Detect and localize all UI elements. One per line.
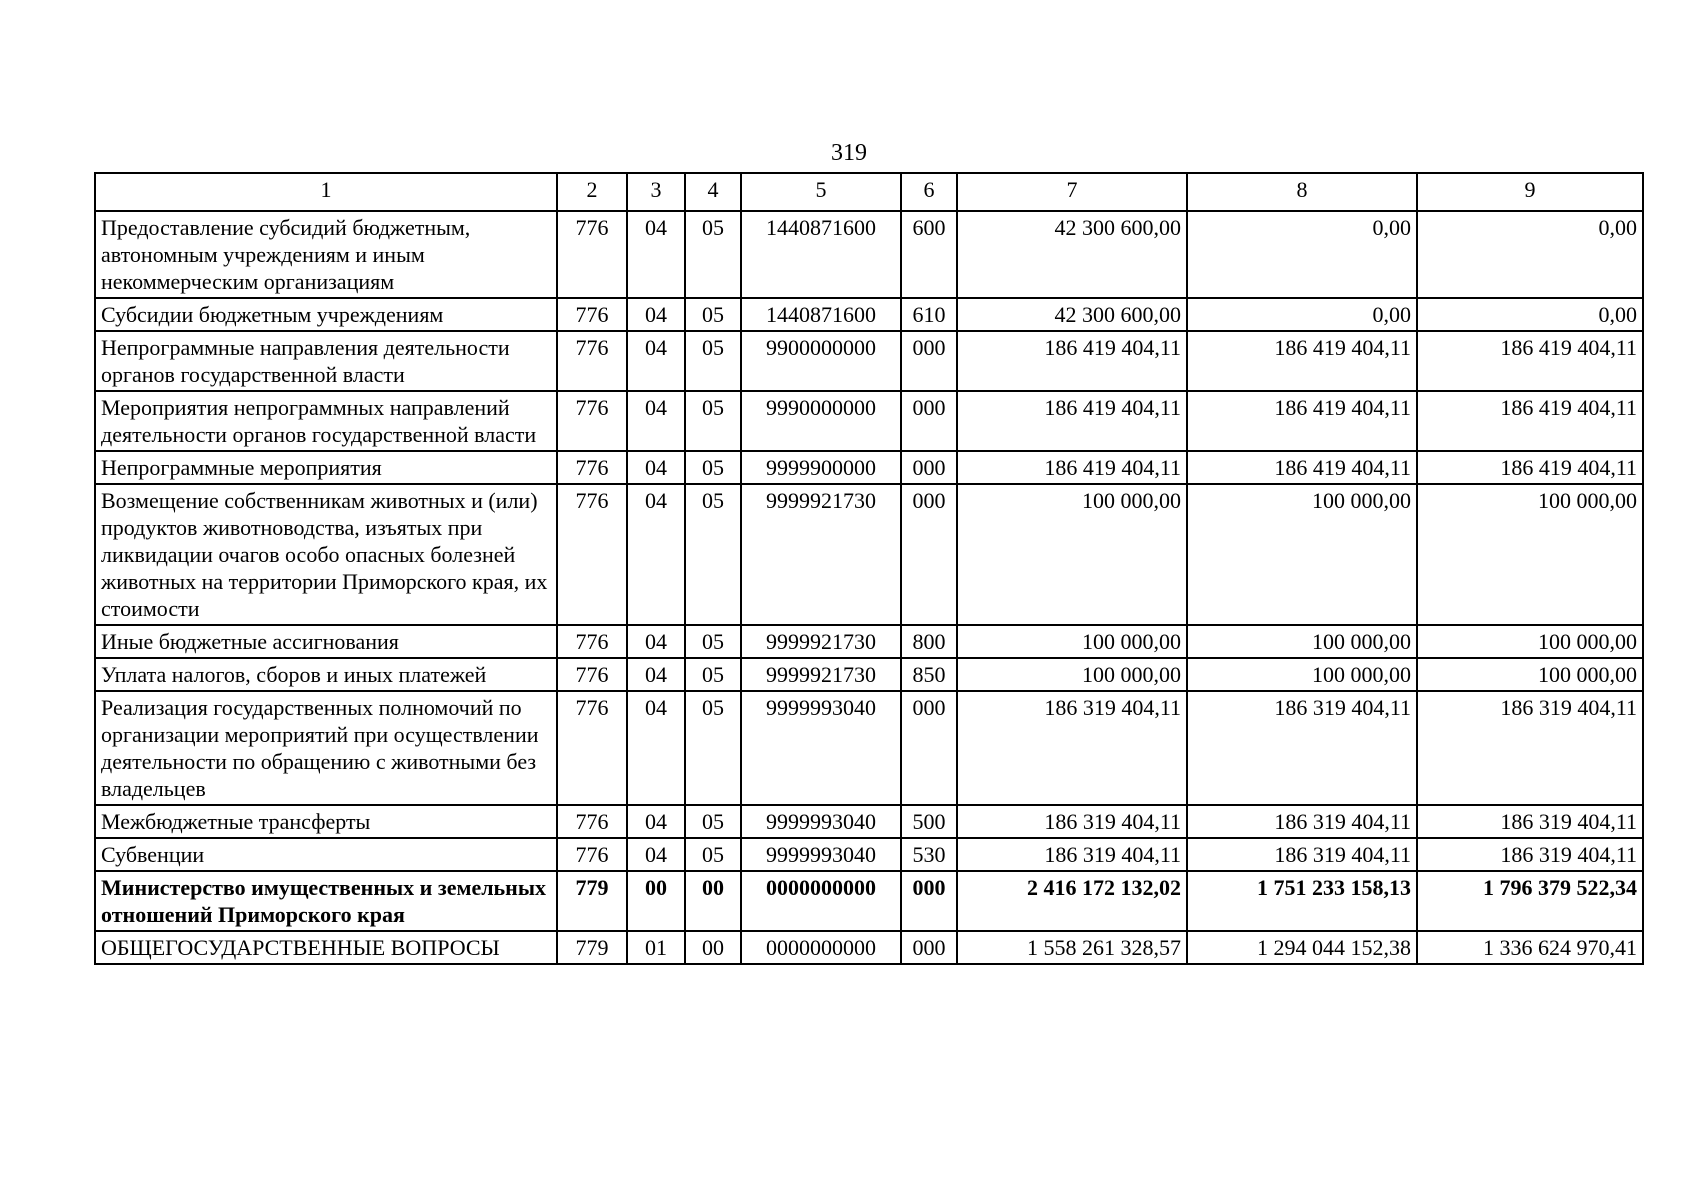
row-col-3: 04 [627,451,685,484]
row-col-3: 04 [627,211,685,298]
row-name: Возмещение собственникам животных и (или) продуктов животноводства, изъятых при ликвидации очагов особо опасных болезней животных на территории Приморского края, их стоимости [95,484,557,625]
row-col-5: 9990000000 [741,391,901,451]
row-amount-col-7: 2 416 172 132,02 [957,871,1187,931]
row-name: Реализация государственных полномочий по организации мероприятий при осуществлении деятельности по обращению с животными без владельцев [95,691,557,805]
row-amount-col-8: 100 000,00 [1187,484,1417,625]
row-col-6: 000 [901,691,957,805]
column-header: 7 [957,173,1187,211]
row-name: Субсидии бюджетным учреждениям [95,298,557,331]
row-name: ОБЩЕГОСУДАРСТВЕННЫЕ ВОПРОСЫ [95,931,557,964]
column-header: 9 [1417,173,1643,211]
row-amount-col-9: 186 419 404,11 [1417,391,1643,451]
row-amount-col-9: 100 000,00 [1417,658,1643,691]
row-col-5: 9999900000 [741,451,901,484]
row-col-3: 04 [627,658,685,691]
row-col-6: 000 [901,931,957,964]
row-col-6: 500 [901,805,957,838]
row-amount-col-9: 0,00 [1417,298,1643,331]
row-amount-col-9: 186 419 404,11 [1417,451,1643,484]
row-amount-col-9: 186 319 404,11 [1417,838,1643,871]
row-col-4: 05 [685,625,741,658]
row-col-6: 850 [901,658,957,691]
row-col-2: 776 [557,691,627,805]
column-header: 8 [1187,173,1417,211]
row-amount-col-8: 186 319 404,11 [1187,838,1417,871]
table-row [95,211,1643,298]
row-col-2: 776 [557,484,627,625]
row-col-4: 05 [685,391,741,451]
row-amount-col-7: 186 319 404,11 [957,691,1187,805]
row-amount-col-9: 186 319 404,11 [1417,691,1643,805]
row-amount-col-7: 100 000,00 [957,484,1187,625]
row-col-2: 776 [557,805,627,838]
table-row [95,658,1643,691]
row-col-2: 776 [557,451,627,484]
table-row [95,838,1643,871]
table-row [95,871,1643,931]
row-amount-col-8: 100 000,00 [1187,625,1417,658]
row-name: Министерство имущественных и земельных отношений Приморского края [95,871,557,931]
row-col-6: 000 [901,451,957,484]
row-col-3: 04 [627,298,685,331]
table-row [95,625,1643,658]
row-amount-col-8: 1 751 233 158,13 [1187,871,1417,931]
row-col-4: 05 [685,211,741,298]
column-header: 2 [557,173,627,211]
table-row [95,391,1643,451]
row-col-4: 05 [685,691,741,805]
row-col-6: 000 [901,484,957,625]
row-col-4: 05 [685,805,741,838]
row-col-2: 776 [557,838,627,871]
row-amount-col-8: 1 294 044 152,38 [1187,931,1417,964]
row-col-3: 04 [627,391,685,451]
row-name: Непрограммные мероприятия [95,451,557,484]
row-col-5: 9999993040 [741,838,901,871]
budget-table [94,172,1644,965]
row-amount-col-9: 100 000,00 [1417,484,1643,625]
row-col-2: 776 [557,658,627,691]
row-col-5: 9999921730 [741,658,901,691]
row-amount-col-9: 186 319 404,11 [1417,805,1643,838]
column-header: 3 [627,173,685,211]
header-row [95,173,1643,211]
row-col-5: 0000000000 [741,931,901,964]
row-col-2: 776 [557,211,627,298]
row-col-3: 04 [627,691,685,805]
row-amount-col-7: 186 419 404,11 [957,331,1187,391]
row-name: Непрограммные направления деятельности органов государственной власти [95,331,557,391]
row-col-6: 610 [901,298,957,331]
row-col-2: 776 [557,391,627,451]
table-row [95,484,1643,625]
row-amount-col-8: 186 419 404,11 [1187,451,1417,484]
row-name: Иные бюджетные ассигнования [95,625,557,658]
row-amount-col-8: 100 000,00 [1187,658,1417,691]
row-amount-col-7: 186 419 404,11 [957,451,1187,484]
row-amount-col-9: 0,00 [1417,211,1643,298]
row-col-4: 00 [685,871,741,931]
row-amount-col-7: 100 000,00 [957,658,1187,691]
row-amount-col-9: 186 419 404,11 [1417,331,1643,391]
row-col-3: 00 [627,871,685,931]
row-col-4: 05 [685,331,741,391]
row-col-4: 05 [685,838,741,871]
row-col-4: 05 [685,484,741,625]
row-amount-col-8: 186 319 404,11 [1187,691,1417,805]
table-row [95,451,1643,484]
row-amount-col-8: 0,00 [1187,211,1417,298]
row-col-2: 776 [557,625,627,658]
page-number: 319 [831,140,867,166]
row-amount-col-8: 0,00 [1187,298,1417,331]
row-col-2: 779 [557,871,627,931]
row-col-5: 9999993040 [741,691,901,805]
row-amount-col-9: 100 000,00 [1417,625,1643,658]
row-col-4: 05 [685,451,741,484]
row-col-2: 776 [557,331,627,391]
row-col-3: 04 [627,331,685,391]
table-row [95,298,1643,331]
column-header: 4 [685,173,741,211]
row-name: Мероприятия непрограммных направлений деятельности органов государственной власти [95,391,557,451]
row-amount-col-9: 1 336 624 970,41 [1417,931,1643,964]
row-amount-col-8: 186 419 404,11 [1187,391,1417,451]
column-header: 5 [741,173,901,211]
row-col-6: 000 [901,391,957,451]
row-name: Предоставление субсидий бюджетным, автономным учреждениям и иным некоммерческим организациям [95,211,557,298]
row-col-3: 04 [627,805,685,838]
table-row [95,805,1643,838]
row-col-3: 04 [627,838,685,871]
row-col-5: 1440871600 [741,298,901,331]
row-col-6: 800 [901,625,957,658]
table-row [95,931,1643,964]
row-col-6: 530 [901,838,957,871]
row-col-6: 600 [901,211,957,298]
row-col-5: 9999921730 [741,484,901,625]
row-name: Межбюджетные трансферты [95,805,557,838]
row-amount-col-8: 186 419 404,11 [1187,331,1417,391]
row-col-5: 1440871600 [741,211,901,298]
row-col-3: 04 [627,625,685,658]
row-col-5: 9900000000 [741,331,901,391]
row-col-3: 04 [627,484,685,625]
row-col-2: 779 [557,931,627,964]
row-amount-col-7: 1 558 261 328,57 [957,931,1187,964]
column-header: 6 [901,173,957,211]
row-amount-col-7: 42 300 600,00 [957,298,1187,331]
row-amount-col-9: 1 796 379 522,34 [1417,871,1643,931]
row-col-5: 0000000000 [741,871,901,931]
row-col-6: 000 [901,331,957,391]
row-name: Субвенции [95,838,557,871]
row-amount-col-7: 42 300 600,00 [957,211,1187,298]
table-row [95,331,1643,391]
row-col-4: 00 [685,931,741,964]
row-amount-col-7: 100 000,00 [957,625,1187,658]
row-col-2: 776 [557,298,627,331]
row-col-5: 9999921730 [741,625,901,658]
row-amount-col-7: 186 319 404,11 [957,838,1187,871]
row-col-4: 05 [685,658,741,691]
row-col-6: 000 [901,871,957,931]
row-amount-col-7: 186 319 404,11 [957,805,1187,838]
row-amount-col-8: 186 319 404,11 [1187,805,1417,838]
row-col-4: 05 [685,298,741,331]
row-col-5: 9999993040 [741,805,901,838]
row-col-3: 01 [627,931,685,964]
row-amount-col-7: 186 419 404,11 [957,391,1187,451]
row-name: Уплата налогов, сборов и иных платежей [95,658,557,691]
column-header: 1 [95,173,557,211]
table-row [95,691,1643,805]
